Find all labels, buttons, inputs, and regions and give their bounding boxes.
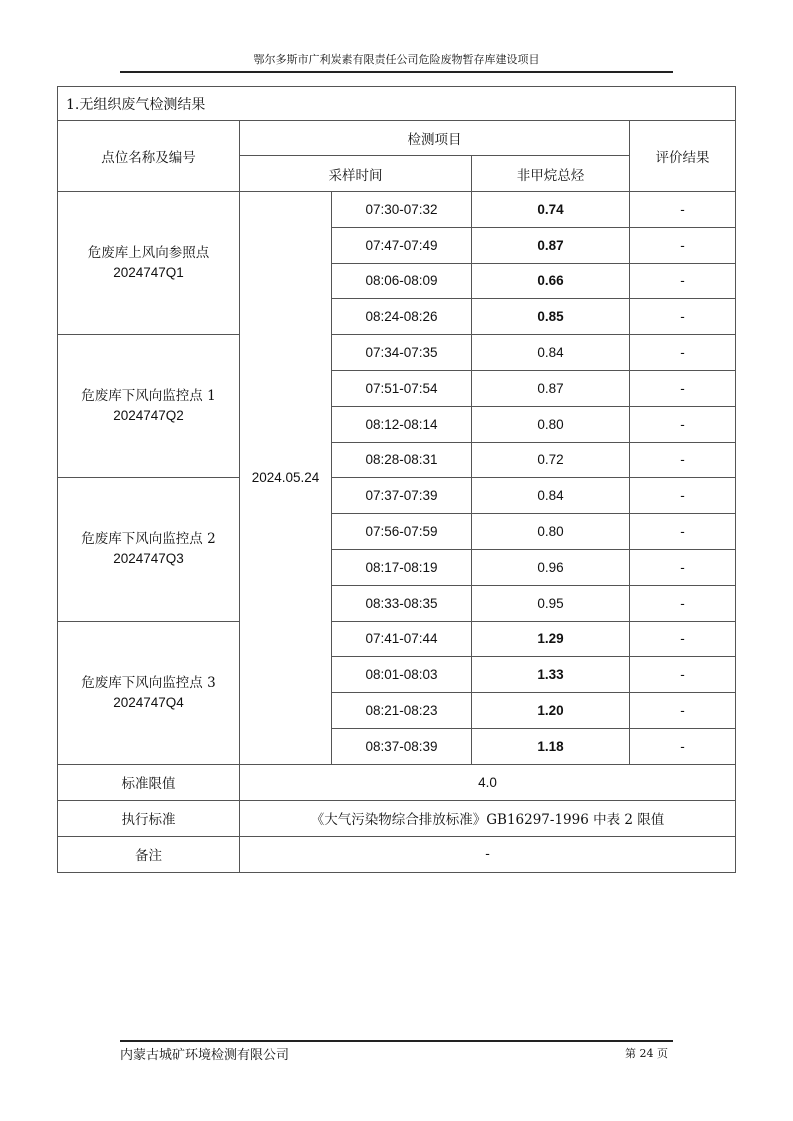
evaluation-result: - — [630, 370, 736, 406]
nmhc-value: 0.96 — [472, 549, 630, 585]
remark-label: 备注 — [58, 836, 240, 872]
evaluation-result: - — [630, 478, 736, 514]
nmhc-value: 0.87 — [472, 370, 630, 406]
evaluation-result: - — [630, 406, 736, 442]
evaluation-result: - — [630, 299, 736, 335]
location-cell — [58, 621, 240, 764]
nmhc-value: 1.29 — [472, 621, 630, 657]
sampling-time: 07:30-07:32 — [332, 192, 472, 228]
header-evaluation: 评价结果 — [630, 121, 736, 192]
results-table — [57, 86, 736, 873]
location-name: 危废库上风向参照点 — [87, 245, 210, 262]
limit-value: 4.0 — [240, 764, 736, 800]
location-cell — [58, 192, 240, 335]
sampling-time: 08:01-08:03 — [332, 657, 472, 693]
header-location: 点位名称及编号 — [58, 121, 240, 192]
nmhc-value: 0.85 — [472, 299, 630, 335]
footer-company: 内蒙古城矿环境检测有限公司 — [120, 1048, 290, 1063]
table-row — [58, 621, 736, 657]
evaluation-result: - — [630, 192, 736, 228]
nmhc-value: 1.33 — [472, 657, 630, 693]
evaluation-result: - — [630, 335, 736, 371]
sampling-time: 08:28-08:31 — [332, 442, 472, 478]
sampling-time: 07:41-07:44 — [332, 621, 472, 657]
location-name: 危废库下风向监控点 2 — [81, 531, 216, 548]
nmhc-value: 0.66 — [472, 263, 630, 299]
evaluation-result: - — [630, 585, 736, 621]
footer-page-number: 第 24 页 — [625, 1047, 668, 1060]
sampling-time: 08:24-08:26 — [332, 299, 472, 335]
evaluation-result: - — [630, 693, 736, 729]
footer-rule — [120, 1040, 673, 1042]
evaluation-result: - — [630, 621, 736, 657]
sampling-date: 2024.05.24 — [240, 192, 332, 765]
nmhc-value: 0.80 — [472, 514, 630, 550]
sampling-time: 08:12-08:14 — [332, 406, 472, 442]
sampling-time: 08:37-08:39 — [332, 728, 472, 764]
limit-label: 标准限值 — [58, 764, 240, 800]
location-code: 2024747Q4 — [113, 694, 184, 710]
location-cell — [58, 478, 240, 621]
sampling-time: 07:56-07:59 — [332, 514, 472, 550]
evaluation-result: - — [630, 514, 736, 550]
evaluation-result: - — [630, 263, 736, 299]
header-nmhc: 非甲烷总烃 — [472, 156, 630, 192]
evaluation-result: - — [630, 549, 736, 585]
location-code: 2024747Q3 — [113, 551, 184, 567]
table-row — [58, 192, 736, 228]
sampling-time: 08:33-08:35 — [332, 585, 472, 621]
header-rule — [120, 71, 673, 73]
remark-value: - — [240, 836, 736, 872]
sampling-time: 07:37-07:39 — [332, 478, 472, 514]
sampling-time: 07:47-07:49 — [332, 227, 472, 263]
section-title: 1.无组织废气检测结果 — [58, 87, 736, 121]
table-row — [58, 335, 736, 371]
location-name: 危废库下风向监控点 1 — [81, 388, 216, 405]
nmhc-value: 0.84 — [472, 335, 630, 371]
nmhc-value: 0.72 — [472, 442, 630, 478]
sampling-time: 08:17-08:19 — [332, 549, 472, 585]
nmhc-value: 0.87 — [472, 227, 630, 263]
evaluation-result: - — [630, 442, 736, 478]
sampling-time: 07:34-07:35 — [332, 335, 472, 371]
sampling-time: 08:21-08:23 — [332, 693, 472, 729]
header-items: 检测项目 — [240, 121, 630, 156]
header-sampling-time: 采样时间 — [240, 156, 472, 192]
page-header: 鄂尔多斯市广利炭素有限责任公司危险废物暂存库建设项目 — [253, 53, 540, 66]
nmhc-value: 0.74 — [472, 192, 630, 228]
location-cell — [58, 335, 240, 478]
location-name: 危废库下风向监控点 3 — [81, 674, 216, 691]
table-row — [58, 478, 736, 514]
location-code: 2024747Q2 — [113, 408, 184, 424]
location-code: 2024747Q1 — [113, 265, 184, 281]
evaluation-result: - — [630, 657, 736, 693]
nmhc-value: 0.80 — [472, 406, 630, 442]
sampling-time: 08:06-08:09 — [332, 263, 472, 299]
sampling-time: 07:51-07:54 — [332, 370, 472, 406]
evaluation-result: - — [630, 227, 736, 263]
evaluation-result: - — [630, 728, 736, 764]
standard-label: 执行标准 — [58, 800, 240, 836]
nmhc-value: 0.84 — [472, 478, 630, 514]
nmhc-value: 1.20 — [472, 693, 630, 729]
standard-value: 《大气污染物综合排放标准》GB16297-1996 中表 2 限值 — [240, 800, 736, 836]
nmhc-value: 0.95 — [472, 585, 630, 621]
nmhc-value: 1.18 — [472, 728, 630, 764]
